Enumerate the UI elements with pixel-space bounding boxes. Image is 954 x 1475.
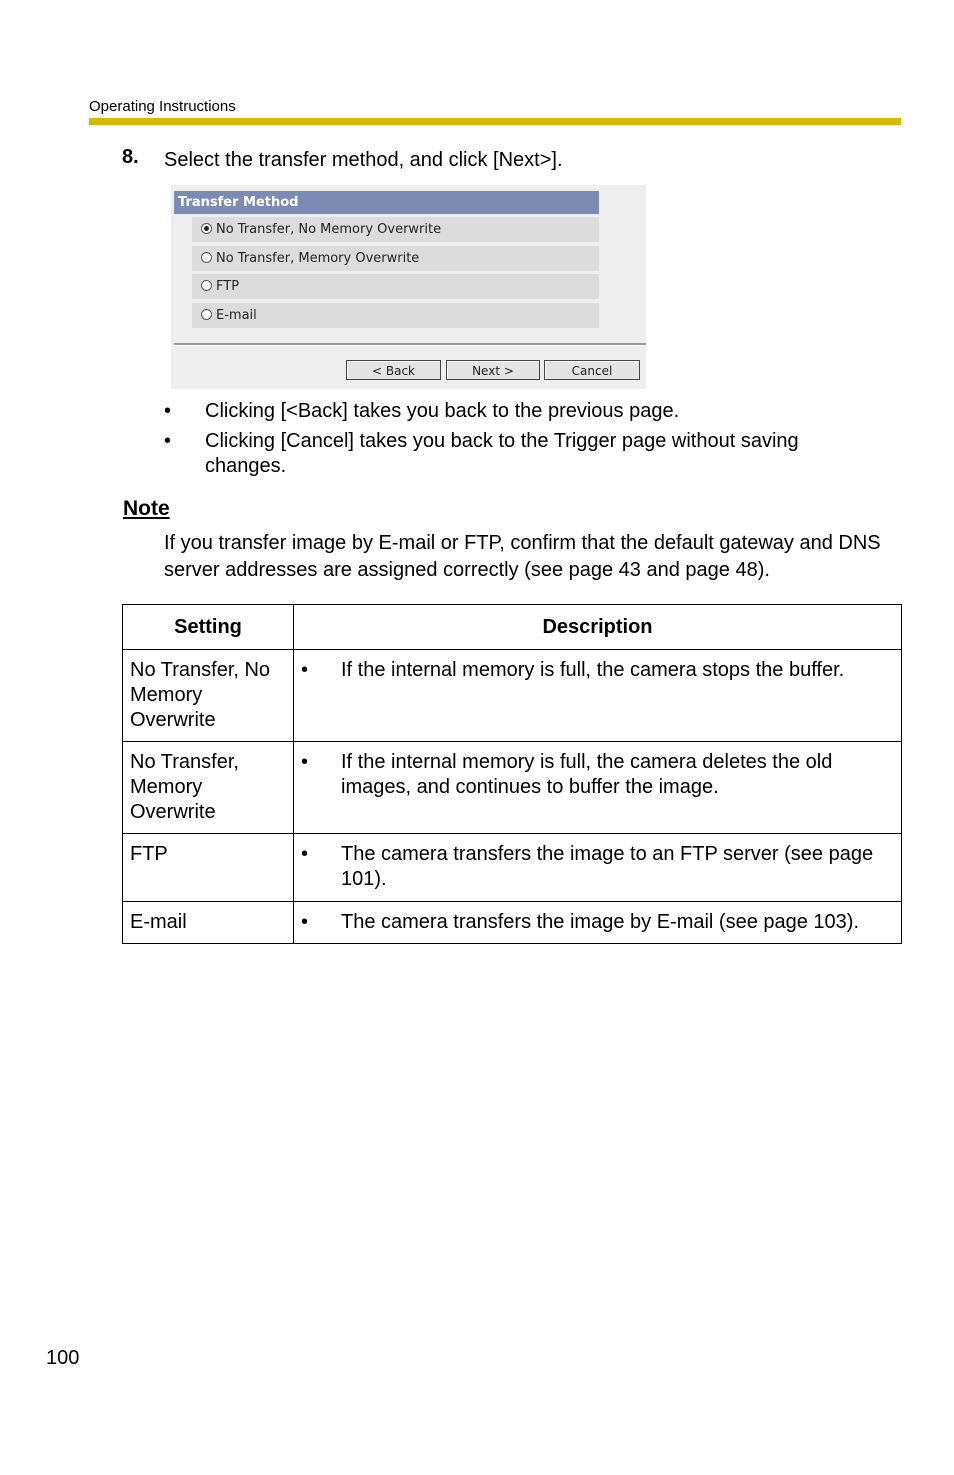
table-header-row <box>123 605 902 650</box>
description-cell <box>294 902 902 944</box>
description-text: If the internal memory is full, the camera deletes the old images, and continues to buffer the image. <box>341 751 833 798</box>
setting-cell: E-mail <box>123 902 294 944</box>
note-text: If you transfer image by E-mail or FTP, confirm that the default gateway and DNS server addresses are assigned correctly (see page 43 and page 48). <box>164 532 881 581</box>
note-heading: Note <box>123 497 170 520</box>
bullet-list <box>164 399 884 484</box>
settings-table <box>122 604 902 944</box>
cancel-button[interactable]: Cancel <box>544 360 640 380</box>
bullet-text: Clicking [Cancel] takes you back to the Trigger page without saving changes. <box>205 430 799 477</box>
bullet-icon: • <box>301 911 309 933</box>
description-cell <box>294 742 902 834</box>
step-number: 8. <box>122 146 139 168</box>
option-label: No Transfer, No Memory Overwrite <box>216 222 442 237</box>
table-row <box>123 834 902 902</box>
radio-icon[interactable] <box>201 280 212 291</box>
setting-cell: No Transfer, Memory Overwrite <box>123 742 294 834</box>
table-row <box>123 902 902 944</box>
running-header: Operating Instructions <box>89 98 236 115</box>
next-button[interactable]: Next > <box>446 360 540 380</box>
table-row <box>123 650 902 742</box>
option-no-transfer-overwrite[interactable] <box>192 246 599 271</box>
column-header-description: Description <box>294 605 902 650</box>
description-text: The camera transfers the image by E-mail (see page 103). <box>341 911 860 933</box>
setting-cell: No Transfer, No Memory Overwrite <box>123 650 294 742</box>
list-item <box>164 429 884 479</box>
description-text: The camera transfers the image to an FTP server (see page 101). <box>341 843 874 890</box>
option-label: E-mail <box>216 308 257 323</box>
bullet-icon: • <box>301 659 309 681</box>
bullet-icon: • <box>301 751 309 773</box>
option-email[interactable] <box>192 303 599 328</box>
radio-icon[interactable] <box>201 309 212 320</box>
radio-selected-icon[interactable] <box>201 223 212 234</box>
page-number: 100 <box>46 1347 80 1369</box>
transfer-method-screenshot <box>171 185 646 389</box>
bullet-icon: • <box>164 430 172 452</box>
table-row <box>123 742 902 834</box>
header-rule <box>89 118 901 125</box>
description-cell <box>294 834 902 902</box>
option-no-transfer-no-overwrite[interactable] <box>192 217 599 242</box>
list-item <box>164 399 884 424</box>
step-instruction: Select the transfer method, and click [Next>]. <box>164 149 563 171</box>
description-text: If the internal memory is full, the camera stops the buffer. <box>341 659 845 681</box>
option-label: FTP <box>216 279 240 294</box>
back-button[interactable]: < Back <box>346 360 441 380</box>
description-cell <box>294 650 902 742</box>
panel-title: Transfer Method <box>174 191 599 214</box>
option-ftp[interactable] <box>192 274 599 299</box>
bullet-icon: • <box>164 400 172 422</box>
option-label: No Transfer, Memory Overwrite <box>216 251 420 266</box>
setting-cell: FTP <box>123 834 294 902</box>
panel-divider <box>174 343 646 346</box>
bullet-icon: • <box>301 843 309 865</box>
bullet-text: Clicking [<Back] takes you back to the previous page. <box>205 400 680 422</box>
radio-icon[interactable] <box>201 252 212 263</box>
column-header-setting: Setting <box>123 605 294 650</box>
